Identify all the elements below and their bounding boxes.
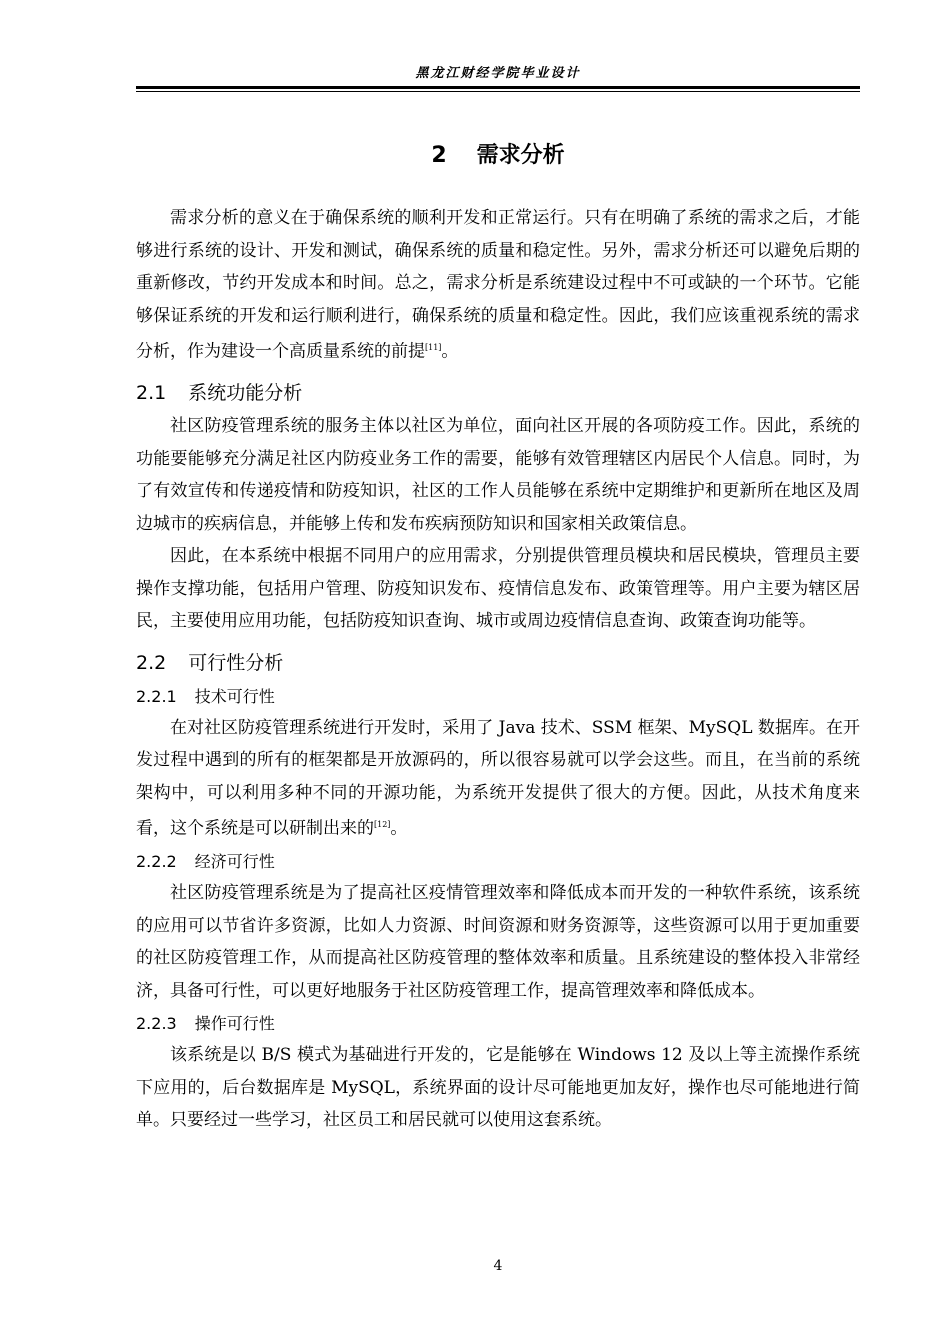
intro-tail: 。: [441, 341, 459, 362]
chapter-title-text: 需求分析: [476, 143, 565, 168]
page-content: [136, 138, 860, 1137]
paragraph-2-1-b: 因此，在本系统中根据不同用户的应用需求，分别提供管理员模块和居民模块，管理员主要操作支撑功能，包括用户管理、防疫知识发布、疫情信息发布、政策管理等。用户主要为辖区居民，主要使用应用功能，包括防疫知识查询、城市或周边疫情信息查询、政策查询功能等。: [136, 546, 860, 632]
section-title: 系统功能分析: [188, 382, 303, 405]
subsection-title: 技术可行性: [194, 686, 275, 706]
section-number: 2.2: [136, 651, 167, 674]
paragraph-2-2-2: 社区防疫管理系统是为了提高社区疫情管理效率和降低成本而开发的一种软件系统，该系统的应用可以节省许多资源，比如人力资源、时间资源和财务资源等，这些资源可以用于更加重要的社区防疫管理工作，从而提高社区防疫管理的整体效率和质量。且系统建设的整体投入非常经济，具备可行性，可以更好地服务于社区防疫管理工作，提高管理效率和降低成本。: [136, 883, 860, 1001]
section-heading-2-2: [136, 646, 860, 680]
subsection-number: 2.2.3: [136, 1014, 177, 1034]
chapter-number: 2: [431, 143, 447, 168]
page-number: 4: [493, 1258, 503, 1274]
subsection-heading-2-2-3: [136, 1009, 860, 1039]
paragraph-2-1-a: 社区防疫管理系统的服务主体以社区为单位，面向社区开展的各项防疫工作。因此，系统的功能要能够充分满足社区内防疫业务工作的需要，能够有效管理辖区内居民个人信息。同时，为了有效宣传和传递疫情和防疫知识，社区的工作人员能够在系统中定期维护和更新所在地区及周边城市的疾病信息，并能够上传和发布疾病预防知识和国家相关政策信息。: [136, 416, 860, 534]
page-header: 黑龙江财经学院毕业设计: [415, 66, 581, 81]
paragraph-text: 在对社区防疫管理系统进行开发时，采用了 Java 技术、SSM 框架、MySQL 数据库。在开发过程中遇到的所有的框架都是开放源码的，所以很容易就可以学会这些。而且，在当前的系统架构中，可以利用多种不同的开源功能，为系统开发提供了很大的方便。因此，从技术角度来看，这个系统是可以研制出来的: [136, 717, 860, 839]
intro-text: 需求分析的意义在于确保系统的顺利开发和正常运行。只有在明确了系统的需求之后，才能够进行系统的设计、开发和测试，确保系统的质量和稳定性。另外，需求分析还可以避免后期的重新修改，节约开发成本和时间。总之，需求分析是系统建设过程中不可或缺的一个环节。它能够保证系统的开发和运行顺利进行，确保系统的质量和稳定性。因此，我们应该重视系统的需求分析，作为建设一个高质量系统的前提: [136, 208, 860, 362]
subsection-number: 2.2.1: [136, 686, 177, 706]
header-rule-thin: [136, 91, 860, 92]
subsection-title: 经济可行性: [194, 852, 275, 872]
subsection-heading-2-2-1: [136, 682, 860, 712]
intro-paragraph: [136, 202, 860, 368]
citation-12: [12]: [374, 820, 391, 830]
chapter-title: [136, 138, 860, 174]
header-rule: [136, 86, 860, 89]
paragraph-2-2-1: [136, 712, 860, 846]
paragraph-2-2-3: 该系统是以 B/S 模式为基础进行开发的，它是能够在 Windows 12 及以上等主流操作系统下应用的，后台数据库是 MySQL，系统界面的设计尽可能地更加友好，操作也尽可能地进行简单。只要经过一些学习，社区员工和居民就可以使用这套系统。: [136, 1045, 860, 1131]
section-heading-2-1: [136, 376, 860, 410]
paragraph-tail: 。: [390, 818, 408, 839]
section-number: 2.1: [136, 382, 167, 405]
citation-11: [11]: [425, 343, 442, 352]
subsection-number: 2.2.2: [136, 852, 177, 872]
section-title: 可行性分析: [188, 651, 284, 674]
subsection-title: 操作可行性: [194, 1014, 275, 1034]
subsection-heading-2-2-2: [136, 847, 860, 877]
